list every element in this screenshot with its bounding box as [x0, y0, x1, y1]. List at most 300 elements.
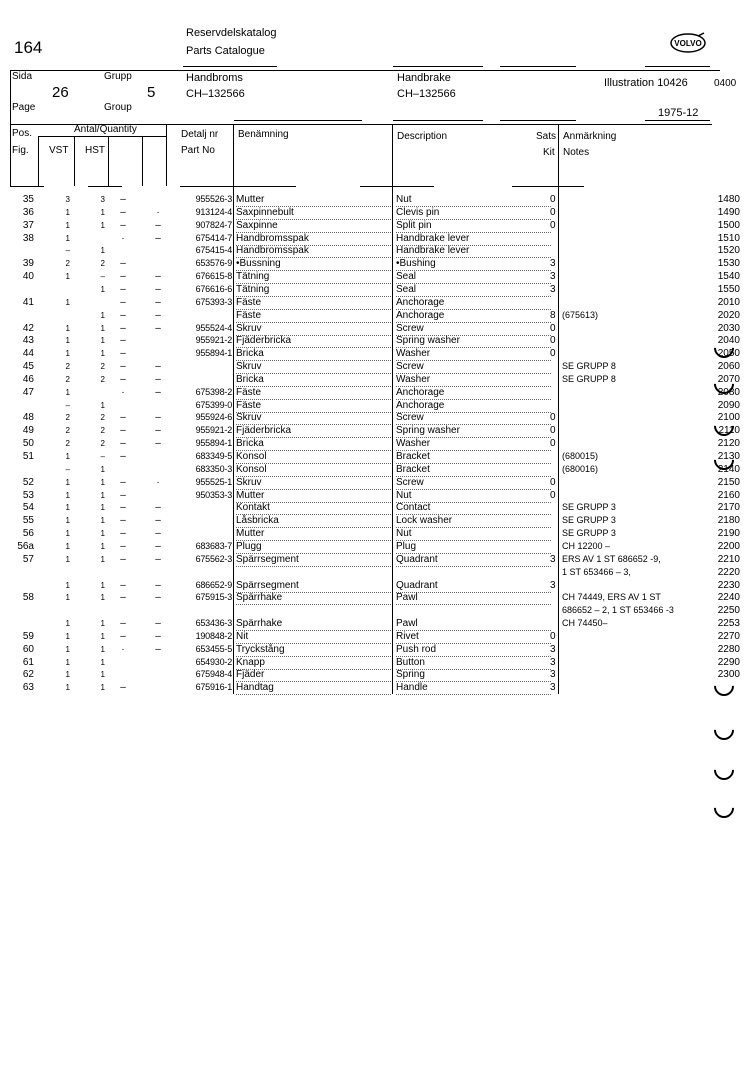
line-code: 2040: [717, 335, 740, 347]
name-sv: Bricka: [236, 437, 391, 451]
table-row: [0, 347, 746, 360]
kit-flag: 3: [550, 271, 556, 283]
name-sv: Bricka: [236, 373, 391, 387]
description-en: Screw: [396, 322, 551, 336]
name-sv: •Bussning: [236, 257, 391, 271]
quantity-col3: –: [120, 630, 126, 642]
catalogue-date: 1975-12: [658, 107, 699, 119]
line-code: 2080: [717, 386, 740, 398]
quantity-hst: 2: [100, 362, 105, 372]
note-text: SE GRUPP 8: [562, 373, 616, 384]
line-code: 1510: [717, 232, 740, 244]
table-row: [0, 643, 746, 656]
description-en: Push rod: [396, 643, 551, 657]
quantity-vst: 1: [65, 272, 70, 282]
quantity-vst: 1: [65, 580, 70, 590]
description-en: Screw: [396, 476, 551, 490]
position-number: 43: [22, 335, 34, 347]
line-code: 2200: [717, 540, 740, 552]
part-number: 955526-3: [195, 194, 232, 204]
quantity-hst: 1: [100, 670, 105, 680]
name-sv: Fjäderbricka: [236, 424, 391, 438]
part-number: 675398-2: [195, 386, 232, 397]
line-code: 2280: [717, 643, 740, 655]
name-sv: Saxpinnebult: [236, 206, 391, 220]
note-text: SE GRUPP 3: [562, 515, 616, 526]
table-row: [0, 360, 746, 373]
quantity-vst: –: [65, 246, 70, 256]
kit-flag: 0: [550, 630, 556, 642]
quantity-hst: 1: [100, 503, 105, 513]
line-code: 2010: [717, 296, 740, 308]
section-title-sv: Handbroms: [186, 72, 243, 84]
quantity-vst: 3: [65, 195, 70, 204]
position-number: 56a: [17, 540, 34, 552]
kit-flag: 0: [550, 348, 556, 360]
position-number: 62: [22, 669, 34, 681]
section-chassis-sv: CH–132566: [186, 88, 245, 100]
col-detalj-nr: Detalj nr: [181, 129, 219, 140]
name-sv: Fäste: [236, 309, 391, 323]
quantity-col3: –: [120, 194, 126, 205]
description-en: Spring washer: [396, 334, 551, 348]
kit-flag: 0: [550, 489, 556, 501]
line-code: 2290: [717, 656, 740, 668]
kit-flag: 0: [550, 425, 556, 437]
kit-flag: 0: [550, 322, 556, 334]
description-en: Handle: [396, 681, 551, 695]
table-row: [0, 424, 746, 437]
quantity-col4: –: [155, 553, 161, 565]
punch-hole-icon: [710, 794, 738, 822]
quantity-col3: –: [120, 361, 126, 373]
name-sv: Mutter: [236, 193, 391, 207]
part-number: 675399-0: [195, 399, 232, 410]
section-title-en: Handbrake: [397, 72, 451, 84]
position-number: 58: [22, 592, 34, 604]
kit-flag: 0: [550, 194, 556, 205]
quantity-col3: –: [120, 476, 126, 488]
line-code: 2250: [717, 605, 740, 617]
description-en: Nut: [396, 193, 551, 207]
quantity-hst: 1: [100, 246, 105, 256]
quantity-col4: –: [155, 643, 161, 655]
part-number: 955894-1: [195, 348, 232, 359]
position-number: 48: [22, 412, 34, 424]
table-row: [0, 450, 746, 463]
quantity-vst: 1: [65, 670, 70, 680]
note-text: SE GRUPP 8: [562, 361, 616, 372]
line-code: 2210: [717, 553, 740, 565]
position-number: 35: [22, 194, 34, 205]
quantity-vst: –: [65, 464, 70, 474]
quantity-vst: 2: [65, 362, 70, 372]
col-notes: Notes: [563, 147, 590, 158]
part-number: 676616-6: [195, 283, 232, 294]
table-row: [0, 296, 746, 309]
line-code: 2050: [717, 348, 740, 360]
quantity-hst: 1: [100, 310, 105, 320]
quantity-hst: 1: [100, 490, 105, 500]
quantity-hst: 1: [100, 323, 105, 333]
quantity-hst: 1: [100, 554, 105, 564]
table-row: [0, 257, 746, 270]
quantity-vst: 1: [65, 631, 70, 641]
description-en: Pawl: [396, 617, 551, 631]
quantity-col4: –: [155, 219, 161, 231]
quantity-col4: –: [155, 271, 161, 283]
quantity-hst: 1: [100, 593, 105, 603]
quantity-col3: ·: [121, 643, 125, 655]
description-en: Seal: [396, 270, 551, 284]
position-number: 38: [22, 232, 34, 244]
quantity-col3: –: [120, 592, 126, 604]
name-sv: Konsol: [236, 450, 391, 464]
name-sv: Plugg: [236, 540, 391, 554]
page-number: 164: [14, 38, 43, 57]
kit-flag: 8: [550, 309, 556, 321]
quantity-col4: –: [155, 592, 161, 604]
note-text: ERS AV 1 ST 686652 -9,: [562, 553, 661, 564]
description-en: Anchorage: [396, 309, 551, 323]
part-number: 683350-3: [195, 463, 232, 474]
part-number: 675948-4: [195, 669, 232, 680]
quantity-col3: –: [120, 322, 126, 334]
line-code: 2120: [717, 438, 740, 450]
part-number: 675562-3: [195, 553, 232, 564]
name-sv: Skruv: [236, 476, 391, 490]
quantity-col4: –: [155, 386, 161, 398]
quantity-vst: 1: [65, 477, 70, 487]
quantity-col4: –: [155, 618, 161, 630]
group-label: Group: [104, 102, 132, 113]
quantity-col4: –: [155, 502, 161, 514]
part-number: 907824-7: [195, 219, 232, 230]
name-sv: Spärrsegment: [236, 553, 391, 567]
description-en: Clevis pin: [396, 206, 551, 220]
quantity-col4: –: [155, 296, 161, 308]
kit-flag: 0: [550, 335, 556, 347]
quantity-col3: –: [120, 412, 126, 424]
name-sv: Tryckstång: [236, 643, 391, 657]
position-number: 37: [22, 219, 34, 231]
description-en: Anchorage: [396, 386, 551, 400]
note-text: 1 ST 653466 – 3,: [562, 566, 631, 577]
line-code: 1530: [717, 258, 740, 270]
table-row: [0, 322, 746, 335]
quantity-col4: –: [155, 630, 161, 642]
note-text: (680016): [562, 463, 599, 474]
table-row: [0, 219, 746, 232]
description-en: Anchorage: [396, 399, 551, 413]
name-sv: Saxpinne: [236, 219, 391, 233]
table-row: [0, 656, 746, 669]
part-number: 676615-8: [195, 271, 232, 282]
illustration-code: 0400: [714, 78, 737, 89]
table-row: [0, 206, 746, 219]
kit-flag: 3: [550, 656, 556, 668]
quantity-col4: –: [155, 579, 161, 591]
table-row: [0, 681, 746, 694]
line-code: 1520: [717, 245, 740, 257]
quantity-vst: 1: [65, 516, 70, 526]
name-sv: Mutter: [236, 527, 391, 541]
quantity-vst: 1: [65, 387, 70, 397]
position-number: 41: [22, 296, 34, 308]
line-code: 2240: [717, 592, 740, 604]
quantity-hst: 1: [100, 580, 105, 590]
quantity-col3: –: [120, 348, 126, 360]
quantity-vst: 1: [65, 452, 70, 461]
part-number: 675915-3: [195, 592, 232, 603]
line-code: 1500: [717, 219, 740, 231]
name-sv: Handbromsspak: [236, 232, 391, 246]
description-en: Handbrake lever: [396, 244, 551, 258]
volvo-logo-icon: [668, 32, 708, 54]
part-number: 683683-7: [195, 540, 232, 551]
col-sats: Sats: [536, 131, 557, 142]
position-number: 47: [22, 386, 34, 398]
quantity-hst: 1: [100, 400, 105, 410]
part-number: 955525-1: [195, 476, 232, 487]
quantity-vst: 1: [65, 336, 70, 346]
quantity-vst: 1: [65, 233, 70, 243]
quantity-hst: 2: [100, 413, 105, 423]
quantity-vst: 1: [65, 593, 70, 603]
part-number: 913124-4: [195, 206, 232, 217]
position-number: 39: [22, 258, 34, 270]
quantity-col4: –: [155, 283, 161, 295]
note-text: 686652 – 2, 1 ST 653466 -3: [562, 605, 674, 616]
name-sv: Handbromsspak: [236, 244, 391, 258]
position-number: 52: [22, 476, 34, 488]
kit-flag: 3: [550, 283, 556, 295]
line-code: 2020: [717, 309, 740, 321]
line-code: 2180: [717, 515, 740, 527]
col-pos: Pos.: [12, 128, 33, 139]
part-number: 675916-1: [195, 682, 232, 693]
part-number: 675415-4: [195, 245, 232, 256]
line-code: 2300: [717, 669, 740, 681]
kit-flag: 3: [550, 669, 556, 681]
name-sv: Spärrhake: [236, 617, 391, 631]
quantity-hst: 1: [100, 336, 105, 346]
description-en: Washer: [396, 437, 551, 451]
name-sv: Tätning: [236, 283, 391, 297]
quantity-hst: 2: [100, 374, 105, 384]
note-text: SE GRUPP 3: [562, 528, 616, 539]
description-en: Seal: [396, 283, 551, 297]
quantity-col3: –: [120, 258, 126, 270]
quantity-col3: –: [120, 451, 126, 462]
quantity-vst: 1: [65, 657, 70, 667]
table-row: [0, 514, 746, 527]
note-text: SE GRUPP 3: [562, 502, 616, 513]
position-number: 60: [22, 643, 34, 655]
line-code: 2220: [717, 566, 740, 578]
table-row: [0, 501, 746, 514]
quantity-col3: –: [120, 618, 126, 630]
quantity-col3: –: [120, 489, 126, 501]
table-row: [0, 309, 746, 322]
line-code: 2270: [717, 630, 740, 642]
description-en: Bracket: [396, 463, 551, 477]
quantity-vst: 1: [65, 490, 70, 500]
position-number: 61: [22, 656, 34, 668]
quantity-col3: –: [120, 682, 126, 694]
quantity-vst: 1: [65, 323, 70, 333]
position-number: 44: [22, 348, 34, 360]
punch-hole-icon: [710, 716, 738, 744]
table-row: [0, 617, 746, 630]
description-en: Washer: [396, 347, 551, 361]
line-code: 2100: [717, 412, 740, 424]
table-row: [0, 566, 746, 579]
description-en: •Bushing: [396, 257, 551, 271]
quantity-col3: –: [120, 502, 126, 514]
quantity-hst: 1: [100, 644, 105, 654]
description-en: Spring washer: [396, 424, 551, 438]
description-en: Washer: [396, 373, 551, 387]
part-number: 654930-2: [195, 656, 232, 667]
name-sv: Skruv: [236, 411, 391, 425]
table-row: [0, 283, 746, 296]
quantity-hst: 3: [100, 195, 105, 204]
part-number: 653455-5: [195, 643, 232, 654]
brand-text: VOLVO: [674, 39, 702, 48]
table-row: [0, 668, 746, 681]
quantity-col4: –: [155, 528, 161, 540]
quantity-hst: 1: [100, 631, 105, 641]
position-number: 36: [22, 206, 34, 218]
table-row: [0, 579, 746, 592]
part-number: 955524-4: [195, 322, 232, 333]
col-hst: HST: [85, 145, 105, 156]
description-en: Split pin: [396, 219, 551, 233]
part-number: 955894-1: [195, 438, 232, 449]
table-row: [0, 334, 746, 347]
part-number: 955921-2: [195, 425, 232, 436]
name-sv: Tätning: [236, 270, 391, 284]
quantity-col3: –: [120, 579, 126, 591]
page-label: Page: [12, 102, 36, 113]
quantity-vst: 2: [65, 413, 70, 423]
sida-value: 26: [52, 84, 69, 101]
position-number: 40: [22, 271, 34, 283]
line-code: 2070: [717, 373, 740, 385]
quantity-hst: 1: [100, 541, 105, 551]
quantity-col3: –: [120, 296, 126, 308]
line-code: 2110: [718, 425, 740, 437]
col-kit: Kit: [543, 147, 555, 158]
name-sv: Fjäderbricka: [236, 334, 391, 348]
position-number: 50: [22, 438, 34, 450]
description-en: Bracket: [396, 450, 551, 464]
quantity-vst: 1: [65, 619, 70, 629]
name-sv: Spärrhake: [236, 591, 391, 605]
kit-flag: 0: [550, 438, 556, 450]
quantity-col3: –: [120, 528, 126, 540]
position-number: 42: [22, 322, 34, 334]
table-row: [0, 489, 746, 502]
table-row: [0, 553, 746, 566]
table-row: [0, 399, 746, 412]
quantity-col4: –: [155, 232, 161, 244]
quantity-col4: ·: [156, 206, 160, 218]
quantity-hst: 1: [100, 220, 105, 230]
catalogue-title-sv: Reservdelskatalog: [186, 27, 277, 39]
quantity-hst: 1: [100, 529, 105, 539]
part-number: 653576-9: [195, 258, 232, 269]
description-en: Lock washer: [396, 514, 551, 528]
line-code: 2130: [717, 451, 740, 462]
quantity-hst: 2: [100, 259, 105, 269]
position-number: 56: [22, 528, 34, 540]
line-code: 2060: [717, 361, 740, 373]
note-text: CH 12200 –: [562, 540, 611, 551]
position-number: 46: [22, 373, 34, 385]
line-code: 2160: [717, 489, 740, 501]
note-text: CH 74449, ERS AV 1 ST: [562, 592, 661, 603]
description-en: Nut: [396, 489, 551, 503]
quantity-hst: –: [100, 272, 105, 282]
quantity-col3: –: [120, 335, 126, 347]
line-code: 2170: [717, 502, 740, 514]
quantity-col3: –: [120, 540, 126, 552]
name-sv: Spärrsegment: [236, 579, 391, 593]
table-row: [0, 386, 746, 399]
table-row: [0, 476, 746, 489]
description-en: Anchorage: [396, 296, 551, 310]
table-row: [0, 591, 746, 604]
part-number: 955921-2: [195, 335, 232, 346]
note-text: (680015): [562, 451, 599, 461]
description-en: Screw: [396, 360, 551, 374]
quantity-vst: 1: [65, 207, 70, 217]
part-number: 955924-6: [195, 412, 232, 423]
table-row: [0, 540, 746, 553]
part-number: 950353-3: [195, 489, 232, 500]
line-code: 1480: [717, 194, 740, 205]
quantity-hst: 1: [100, 464, 105, 474]
quantity-hst: 1: [100, 477, 105, 487]
part-number: 686652-9: [195, 579, 232, 590]
col-anmarkning: Anmärkning: [563, 131, 617, 142]
col-benamning: Benämning: [238, 129, 289, 140]
description-en: Rivet: [396, 630, 551, 644]
kit-flag: 3: [550, 258, 556, 270]
quantity-vst: 1: [65, 220, 70, 230]
description-en: Quadrant: [396, 579, 551, 593]
quantity-hst: 2: [100, 439, 105, 449]
quantity-col4: –: [155, 425, 161, 437]
note-text: (675613): [562, 309, 599, 320]
catalogue-title-en: Parts Catalogue: [186, 45, 265, 57]
quantity-hst: –: [100, 452, 105, 461]
table-row: [0, 527, 746, 540]
kit-flag: 0: [550, 412, 556, 424]
description-en: Handbrake lever: [396, 232, 551, 246]
part-number: 683349-5: [195, 451, 232, 461]
position-number: 54: [22, 502, 34, 514]
quantity-col3: –: [120, 553, 126, 565]
quantity-vst: 2: [65, 374, 70, 384]
name-sv: Skruv: [236, 360, 391, 374]
quantity-col4: –: [155, 438, 161, 450]
position-number: 49: [22, 425, 34, 437]
part-number: 675414-7: [195, 232, 232, 243]
grupp-label: Grupp: [104, 71, 132, 82]
